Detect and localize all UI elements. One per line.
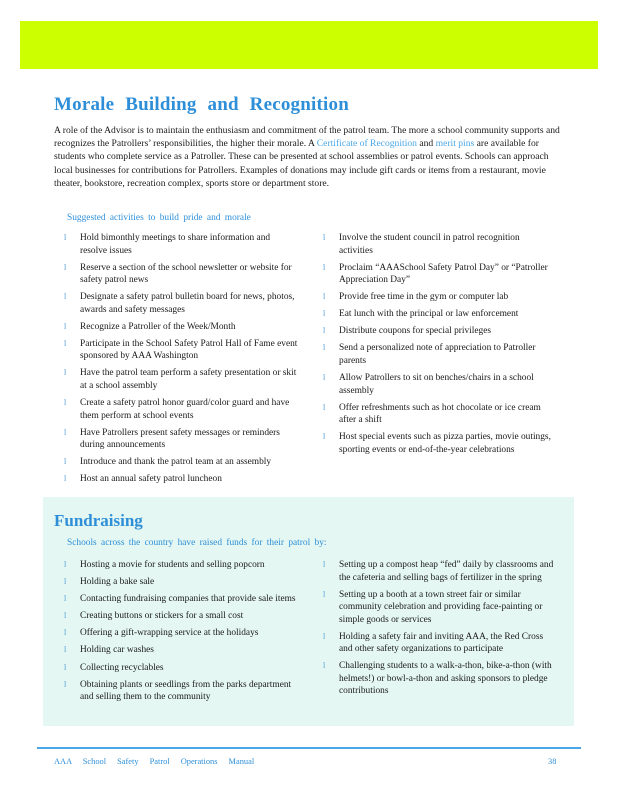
- bullet-icon: l: [323, 631, 326, 641]
- list-item-text: Hold bimonthly meetings to share information and resolve issues: [80, 233, 271, 256]
- list-item: [323, 308, 553, 321]
- list-item-text: Setting up a booth at a town street fair or similar community celebration and providing face-painting or simple goods or services: [339, 589, 543, 625]
- list-item-text: Holding a bake sale: [80, 577, 155, 588]
- list-item-text: Offering a gift-wrapping service at the holidays: [80, 628, 259, 639]
- section-title-fundraising: Fundraising: [54, 511, 143, 530]
- list-item-text: Create a safety patrol honor guard/color guard and have them perform at school events: [80, 398, 290, 421]
- fundraising-subhead: Schools across the country have raised funds for their patrol by:: [67, 538, 327, 548]
- list-item: [64, 473, 299, 486]
- list-item: [323, 372, 553, 397]
- list-item: [323, 262, 553, 287]
- intro-text: and: [416, 138, 436, 150]
- morale-list-left: [64, 232, 299, 490]
- list-item-text: Host special events such as pizza parties, movie outings, sporting events or end-of-the-year celebrations: [339, 432, 551, 455]
- list-item-text: Participate in the School Safety Patrol Hall of Fame event sponsored by AAA Washington: [80, 338, 298, 362]
- list-item-text: Holding car washes: [80, 645, 154, 656]
- list-item: [323, 402, 553, 427]
- bullet-icon: l: [64, 457, 67, 467]
- list-item-text: Obtaining plants or seedlings from the parks department and selling them to the community: [80, 679, 292, 703]
- list-item: [64, 427, 299, 452]
- morale-subhead: Suggested activities to build pride and morale: [67, 213, 251, 223]
- list-item: [64, 338, 299, 363]
- list-item-text: Allow Patrollers to sit on benches/chairs in a school assembly: [339, 373, 534, 396]
- intro-highlight: Certificate of Recognition: [316, 138, 417, 150]
- bullet-icon: l: [323, 661, 326, 671]
- bullet-icon: l: [323, 262, 326, 272]
- bullet-icon: l: [64, 662, 67, 672]
- list-item: [64, 593, 296, 606]
- list-item-text: Reserve a section of the school newsletter or website for safety patrol news: [80, 262, 292, 286]
- list-item: [64, 610, 296, 623]
- bullet-icon: l: [64, 611, 67, 621]
- bullet-icon: l: [323, 326, 326, 336]
- list-item-text: Send a personalized note of appreciation to Patroller parents: [339, 343, 536, 366]
- list-item: [323, 342, 553, 367]
- list-item-text: Hosting a movie for students and selling popcorn: [80, 560, 265, 570]
- list-item: [64, 662, 296, 675]
- morale-list-right: [323, 232, 553, 461]
- intro-paragraph: [54, 124, 566, 190]
- list-item-text: Creating buttons or stickers for a small cost: [80, 611, 244, 622]
- bullet-icon: l: [64, 321, 67, 331]
- bullet-icon: l: [64, 628, 67, 638]
- bullet-icon: l: [64, 368, 67, 378]
- top-banner: [20, 21, 598, 69]
- bullet-icon: l: [64, 577, 67, 587]
- intro-highlight: merit pins: [435, 138, 475, 150]
- list-item: [64, 679, 296, 704]
- bullet-icon: l: [64, 398, 67, 408]
- list-item-text: Holding a safety fair and inviting AAA, the Red Cross and other safety organizations to participate: [339, 631, 544, 655]
- list-item-text: Host an annual safety patrol luncheon: [80, 474, 222, 485]
- list-item-text: Offer refreshments such as hot chocolate or ice cream after a shift: [339, 402, 541, 426]
- list-item: [323, 431, 553, 456]
- intro-text: are available for students who complete service as a Patroller. These can be presented at school assemblies or patrol events. Schools can approach local businesses for contributions for Patrollers. Examples of donations may include gift cards or items from a restaurant, movie theater, bookstore, recreation complex, sports store or department store.: [54, 138, 549, 189]
- bullet-icon: l: [64, 679, 67, 689]
- list-item-text: Contacting fundraising companies that provide sale items: [80, 594, 296, 605]
- list-item-text: Involve the student council in patrol recognition activities: [339, 233, 520, 256]
- bullet-icon: l: [323, 343, 326, 353]
- list-item-text: Proclaim “AAASchool Safety Patrol Day” or “Patroller Appreciation Day”: [339, 262, 548, 286]
- list-item: [64, 397, 299, 422]
- list-item-text: Introduce and thank the patrol team at an assembly: [80, 457, 272, 468]
- list-item-text: Eat lunch with the principal or law enforcement: [339, 309, 519, 320]
- bullet-icon: l: [323, 292, 326, 302]
- list-item: [323, 589, 558, 627]
- list-item: [323, 325, 553, 338]
- bullet-icon: l: [323, 233, 326, 242]
- list-item: [323, 559, 558, 584]
- bullet-icon: l: [64, 594, 67, 604]
- list-item: [64, 456, 299, 469]
- list-item: [64, 627, 296, 640]
- list-item-text: Have the patrol team perform a safety presentation or skit at a school assembly: [80, 368, 297, 391]
- list-item-text: Recognize a Patroller of the Week/Month: [80, 321, 236, 332]
- list-item: [323, 631, 558, 656]
- list-item-text: Distribute coupons for special privileges: [339, 326, 492, 337]
- intro-text: A role of the Advisor is to maintain the enthusiasm and commitment of the patrol team. The more a school community supports and recognizes the Patrollers’ responsibilities, the higher their morale. A: [54, 125, 560, 150]
- list-item-text: Setting up a compost heap “fed” daily by classrooms and the cafeteria and selling bags of fertilizer in the spring: [339, 560, 554, 583]
- bullet-icon: l: [64, 262, 67, 272]
- bullet-icon: l: [323, 432, 326, 442]
- section-title-morale: Morale Building and Recognition: [54, 94, 349, 115]
- list-item: [323, 291, 553, 304]
- bullet-icon: l: [64, 645, 67, 655]
- bullet-icon: l: [64, 292, 67, 302]
- list-item-text: Collecting recyclables: [80, 662, 164, 673]
- bullet-icon: l: [323, 402, 326, 412]
- list-item-text: Challenging students to a walk-a-thon, bike-a-thon (with helmets!) or bowl-a-thon and asking sponsors to pledge contributions: [339, 661, 552, 697]
- bullet-icon: l: [64, 560, 67, 569]
- list-item-text: Designate a safety patrol bulletin board for news, photos, awards and safety messages: [80, 292, 295, 315]
- list-item: [64, 291, 299, 316]
- bullet-icon: l: [64, 338, 67, 348]
- footer-rule: [37, 747, 581, 749]
- bullet-icon: l: [64, 427, 67, 437]
- list-item: [323, 660, 558, 698]
- fundraising-list-left: [64, 559, 296, 708]
- list-item: [64, 262, 299, 287]
- bullet-icon: l: [323, 560, 326, 569]
- footer-title: AAA School Safety Patrol Operations Manual: [54, 757, 255, 766]
- list-item: [64, 644, 296, 657]
- bullet-icon: l: [323, 589, 326, 599]
- list-item-text: Provide free time in the gym or computer lab: [339, 292, 509, 303]
- list-item: [64, 367, 299, 392]
- bullet-icon: l: [64, 233, 67, 242]
- page-number: 38: [548, 757, 557, 766]
- list-item-text: Have Patrollers present safety messages or reminders during announcements: [80, 427, 280, 451]
- list-item: [64, 576, 296, 589]
- bullet-icon: l: [64, 474, 67, 484]
- list-item: [64, 559, 296, 572]
- bullet-icon: l: [323, 309, 326, 319]
- bullet-icon: l: [323, 373, 326, 383]
- list-item: [64, 232, 299, 257]
- fundraising-list-right: [323, 559, 558, 702]
- list-item: [323, 232, 553, 257]
- list-item: [64, 321, 299, 334]
